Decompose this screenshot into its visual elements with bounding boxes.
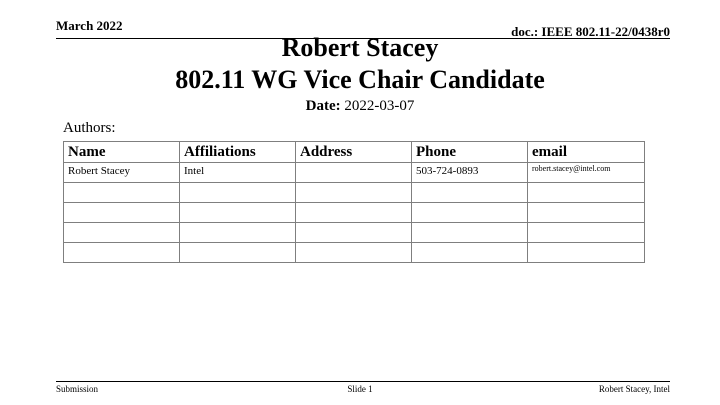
cell-name (64, 223, 180, 243)
cell-name (64, 243, 180, 263)
column-header-address: Address (296, 142, 412, 163)
column-header-phone: Phone (412, 142, 528, 163)
cell-email (528, 183, 645, 203)
date-line (0, 98, 720, 115)
header-doc-id: doc.: IEEE 802.11-22/0438r0 (511, 24, 670, 39)
cell-name: Robert Stacey (64, 163, 180, 183)
column-header-email: email (528, 142, 645, 163)
column-header-name: Name (64, 142, 180, 163)
footer-rule (56, 381, 670, 382)
cell-affiliation (180, 223, 296, 243)
cell-address (296, 183, 412, 203)
authors-table (63, 141, 645, 263)
date-label: Date: (305, 98, 341, 114)
cell-email (528, 243, 645, 263)
cell-address (296, 163, 412, 183)
cell-address (296, 203, 412, 223)
title-line-1: Robert Stacey (281, 33, 439, 62)
table-row (64, 183, 645, 203)
cell-phone (412, 223, 528, 243)
cell-name (64, 183, 180, 203)
footer-author: Robert Stacey, Intel (598, 384, 670, 394)
cell-address (296, 223, 412, 243)
column-header-affiliations: Affiliations (180, 142, 296, 163)
cell-phone (412, 203, 528, 223)
table-row (64, 243, 645, 263)
cell-phone (412, 183, 528, 203)
cell-affiliation: Intel (180, 163, 296, 183)
cell-phone: 503-724-0893 (412, 163, 528, 183)
cell-affiliation (180, 203, 296, 223)
table-header-row (64, 142, 645, 163)
footer-submission: Submission (56, 384, 99, 394)
header-date: March 2022 (56, 18, 123, 33)
title-line-2: 802.11 WG Vice Chair Candidate (175, 65, 545, 94)
authors-label: Authors: (63, 120, 116, 136)
cell-email: robert.stacey@intel.com (528, 163, 645, 183)
table-row (64, 163, 645, 183)
date-value: 2022-03-07 (344, 98, 415, 114)
cell-phone (412, 243, 528, 263)
footer-slide-number: Slide 1 (347, 384, 373, 394)
cell-affiliation (180, 183, 296, 203)
cell-name (64, 203, 180, 223)
cell-email (528, 203, 645, 223)
cell-address (296, 243, 412, 263)
table-row (64, 223, 645, 243)
table-row (64, 203, 645, 223)
cell-affiliation (180, 243, 296, 263)
cell-email (528, 223, 645, 243)
